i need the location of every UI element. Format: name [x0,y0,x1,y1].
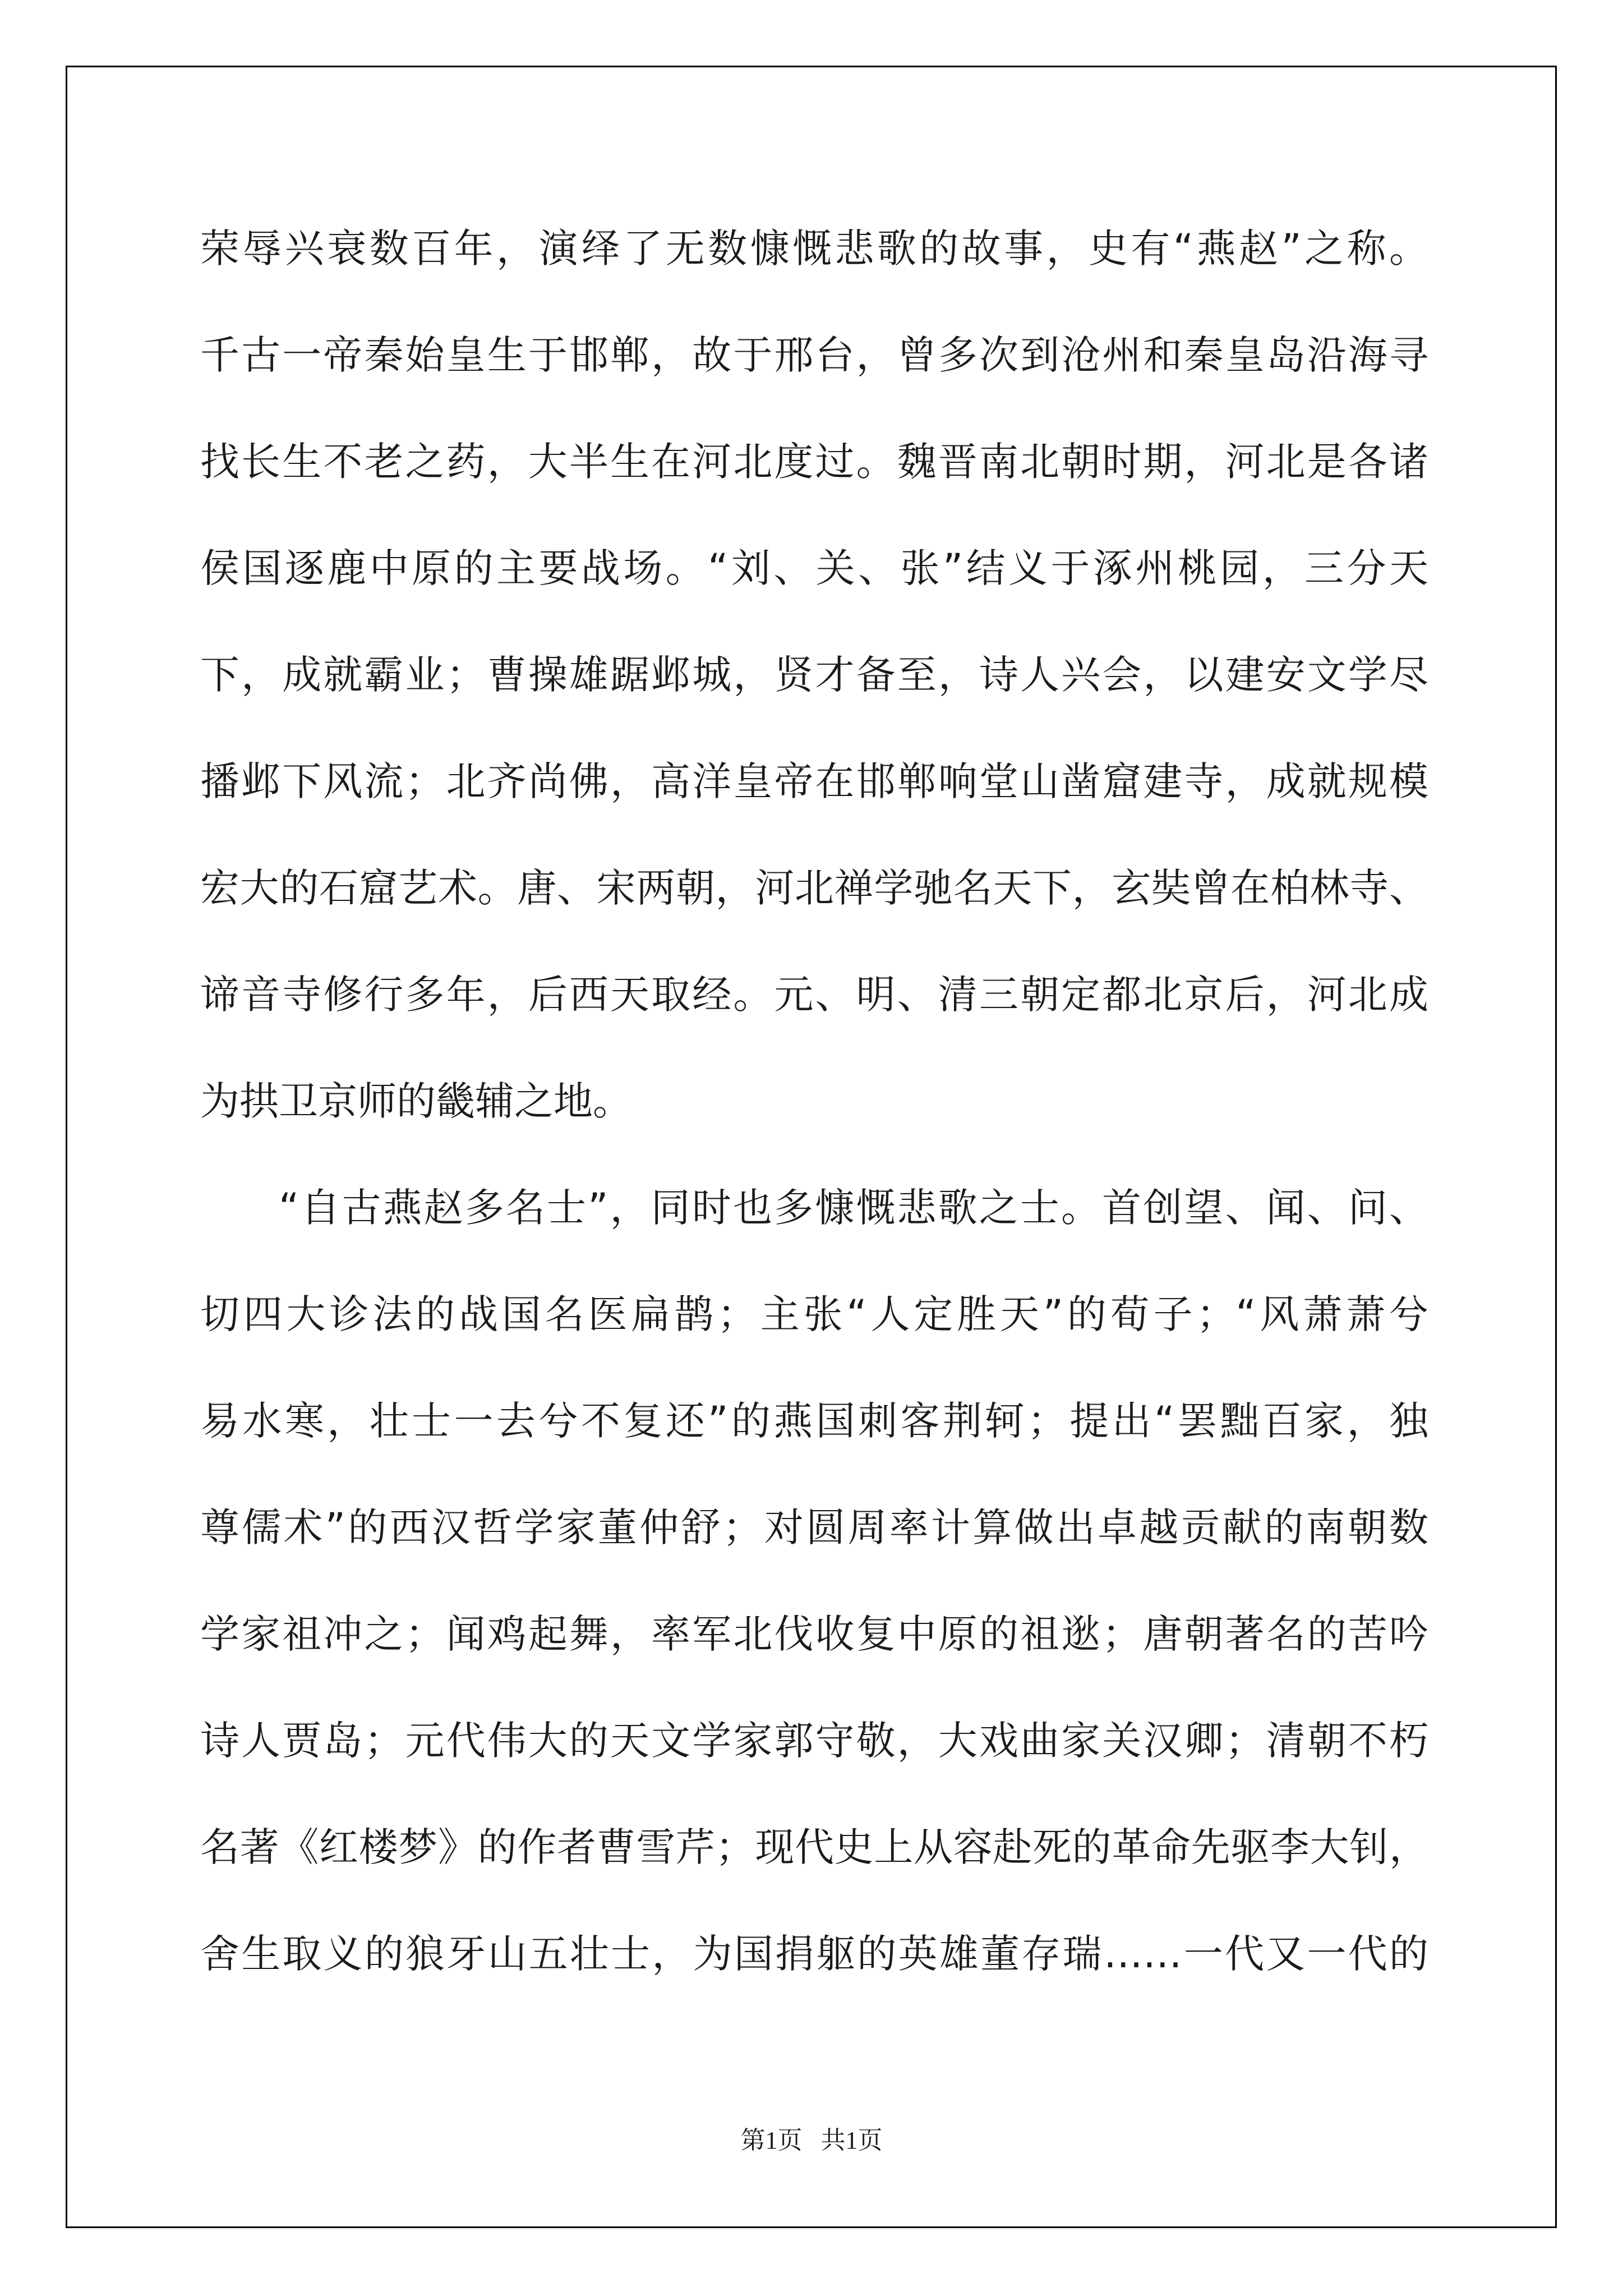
text-line: 舍生取义的狼牙山五壮士，为国捐躯的英雄董存瑞……一代又一代的 [200,1931,1428,1977]
text-line: 易水寒，壮士一去兮不复还”的燕国刺客荆轲；提出“罢黜百家，独 [200,1398,1428,1444]
text-line: 找长生不老之药，大半生在河北度过。魏晋南北朝时期，河北是各诸 [200,439,1428,485]
page-footer: 第1页 共1页 [740,2127,883,2154]
text-line: 尊儒术”的西汉哲学家董仲舒；对圆周率计算做出卓越贡献的南朝数 [200,1504,1428,1550]
paragraph [200,1154,1428,2007]
text-line: 学家祖冲之；闻鸡起舞，率军北伐收复中原的祖逖；唐朝著名的苦吟 [200,1611,1428,1657]
text-line: 切四大诊法的战国名医扁鹊；主张“人定胜天”的荀子；“风萧萧兮 [200,1291,1428,1337]
paragraph [200,195,1428,1154]
text-line: “自古燕赵多名士”，同时也多慷慨悲歌之士。首创望、闻、问、 [279,1185,1428,1231]
text-line: 侯国逐鹿中原的主要战场。“刘、关、张”结义于涿州桃园，三分天 [200,545,1428,591]
text-line: 千古一帝秦始皇生于邯郸，故于邢台，曾多次到沧州和秦皇岛沿海寻 [200,332,1428,378]
text-line: 谛音寺修行多年，后西天取经。元、明、清三朝定都北京后，河北成 [200,972,1428,1018]
text-line: 为拱卫京师的畿辅之地。 [200,1078,632,1124]
text-line: 荣辱兴衰数百年，演绎了无数慷慨悲歌的故事，史有“燕赵”之称。 [200,226,1428,272]
text-line: 宏大的石窟艺术。唐、宋两朝，河北禅学驰名天下，玄奘曾在柏林寺、 [200,865,1428,911]
text-line: 下，成就霸业；曹操雄踞邺城，贤才备至，诗人兴会，以建安文学尽 [200,652,1428,698]
text-line: 名著《红楼梦》的作者曹雪芹；现代史上从容赴死的革命先驱李大钊， [200,1824,1428,1870]
text-line: 播邺下风流；北齐尚佛，高洋皇帝在邯郸响堂山凿窟建寺，成就规模 [200,758,1428,804]
document-body [200,195,1428,2007]
text-line: 诗人贾岛；元代伟大的天文学家郭守敬，大戏曲家关汉卿；清朝不朽 [200,1718,1428,1764]
